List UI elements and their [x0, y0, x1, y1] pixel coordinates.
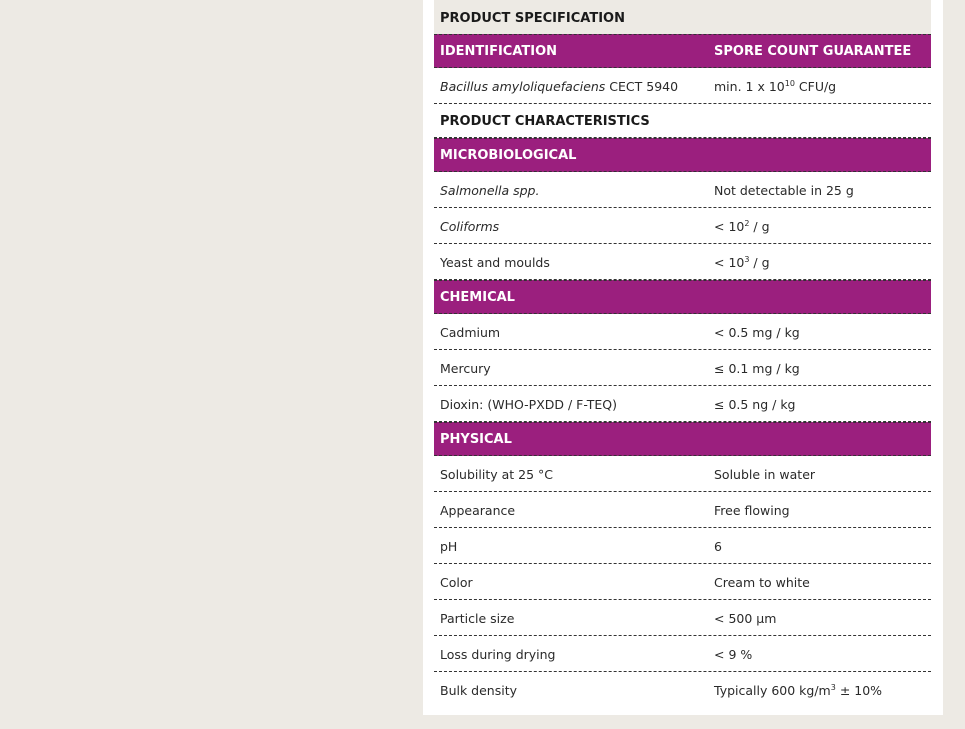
row-value: < 9 % — [714, 647, 753, 662]
spore-count-value — [714, 79, 836, 94]
row-value: < 0.5 mg / kg — [714, 325, 800, 340]
row-value: ≤ 0.1 mg / kg — [714, 361, 800, 376]
row-value: Free flowing — [714, 503, 790, 518]
row-label: Yeast and moulds — [440, 255, 550, 270]
bulk-tolerance: ± 10% — [835, 683, 883, 698]
table-row — [434, 528, 931, 564]
spore-count-header: SPORE COUNT GUARANTEE — [714, 44, 912, 59]
row-label — [440, 219, 499, 234]
section-title: PRODUCT SPECIFICATION — [440, 11, 625, 26]
count-unit: CFU/g — [794, 79, 837, 94]
row-value: ≤ 0.5 ng / kg — [714, 397, 796, 412]
chemical-header-row — [434, 280, 931, 314]
row-label: pH — [440, 539, 458, 554]
table-row — [434, 672, 931, 708]
bulk-exponent: 3 — [830, 683, 836, 692]
table-row — [434, 350, 931, 386]
row-label: Mercury — [440, 361, 491, 376]
specification-table — [434, 0, 931, 708]
yeast-exponent: 3 — [744, 255, 750, 264]
table-row — [434, 386, 931, 422]
row-value: 6 — [714, 539, 722, 554]
identification-header-row — [434, 34, 931, 68]
table-row — [434, 636, 931, 672]
yeast-base: < 10 — [714, 255, 745, 270]
row-value — [714, 255, 770, 270]
row-value: < 500 µm — [714, 611, 777, 626]
count-base: min. 1 x 10 — [714, 79, 785, 94]
row-value: Soluble in water — [714, 467, 816, 482]
row-label: Cadmium — [440, 325, 501, 340]
strain-name: Bacillus amyloliquefaciens — [440, 79, 606, 94]
row-label: Solubility at 25 °C — [440, 467, 553, 482]
coliforms-exponent: 2 — [744, 219, 750, 228]
coliforms-base: < 10 — [714, 219, 745, 234]
table-row — [434, 172, 931, 208]
table-row — [434, 600, 931, 636]
count-exponent: 10 — [784, 79, 795, 88]
row-value: Cream to white — [714, 575, 810, 590]
table-row — [434, 68, 931, 104]
row-label: Color — [440, 575, 473, 590]
product-characteristics-section — [434, 104, 931, 138]
coliforms-unit: / g — [749, 219, 770, 234]
product-specification-section — [434, 0, 931, 34]
strain-code: CECT 5940 — [605, 79, 679, 94]
coliforms-label: Coliforms — [440, 219, 500, 234]
microbiological-header-row — [434, 138, 931, 172]
table-row — [434, 492, 931, 528]
yeast-unit: / g — [749, 255, 770, 270]
row-label: Dioxin: (WHO-PXDD / F-TEQ) — [440, 397, 617, 412]
row-label: Bulk density — [440, 683, 518, 698]
table-row — [434, 456, 931, 492]
table-row — [434, 314, 931, 350]
table-row — [434, 244, 931, 280]
identification-header: IDENTIFICATION — [440, 44, 558, 59]
physical-header-row — [434, 422, 931, 456]
physical-header: PHYSICAL — [440, 432, 512, 447]
strain-label — [440, 79, 678, 94]
specification-panel — [423, 0, 943, 715]
microbiological-header: MICROBIOLOGICAL — [440, 148, 577, 163]
row-value — [714, 219, 770, 234]
row-value: Not detectable in 25 g — [714, 183, 854, 198]
table-row — [434, 564, 931, 600]
chemical-header: CHEMICAL — [440, 290, 515, 305]
bulk-base: Typically 600 kg/m — [714, 683, 831, 698]
row-label: Appearance — [440, 503, 516, 518]
section-title: PRODUCT CHARACTERISTICS — [440, 114, 650, 129]
table-row — [434, 208, 931, 244]
row-label: Loss during drying — [440, 647, 556, 662]
row-value — [714, 683, 882, 698]
row-label: Particle size — [440, 611, 515, 626]
salmonella-label: Salmonella spp. — [440, 183, 540, 198]
row-label — [440, 183, 539, 198]
